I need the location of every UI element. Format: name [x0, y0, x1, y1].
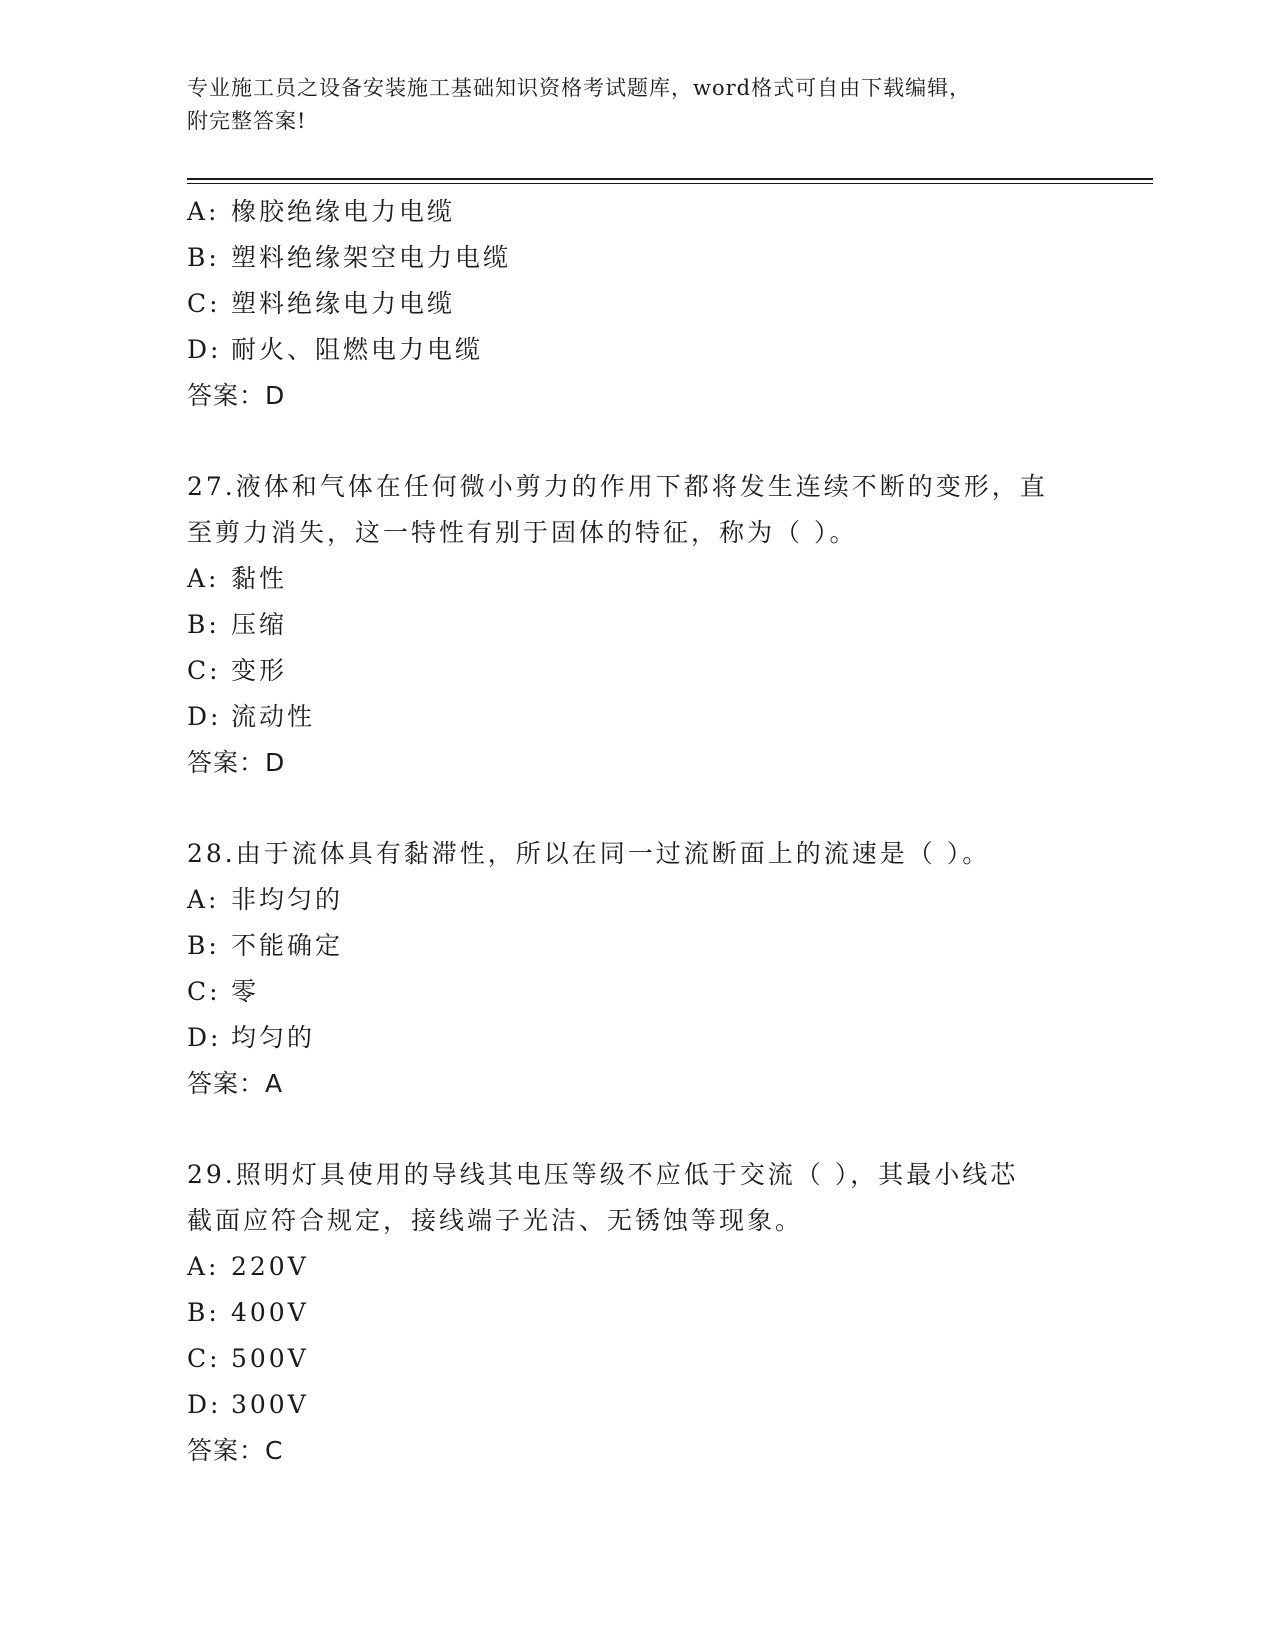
- option-a: [187, 189, 1087, 235]
- header-line-2: 附完整答案!: [187, 109, 307, 133]
- option-label: D:: [187, 1390, 222, 1419]
- option-a: [187, 877, 1087, 923]
- option-label: C:: [187, 977, 221, 1006]
- option-label: C:: [187, 289, 221, 318]
- option-label: A:: [187, 564, 220, 593]
- option-a: [187, 556, 1087, 602]
- option-label: B:: [187, 931, 220, 960]
- option-text: 非均匀的: [231, 885, 344, 914]
- option-text: 500V: [231, 1344, 309, 1373]
- option-a: [187, 1244, 1087, 1290]
- option-label: C:: [187, 656, 221, 685]
- question-stem-line-2: 截面应符合规定，接线端子光洁、无锈蚀等现象。: [187, 1206, 804, 1235]
- answer: 答案：D: [187, 381, 286, 410]
- question-stem: [187, 1152, 1067, 1244]
- option-label: D:: [187, 702, 222, 731]
- option-text: 塑料绝缘电力电缆: [231, 289, 456, 318]
- option-label: A:: [187, 1252, 220, 1281]
- question-list: [187, 189, 1087, 1474]
- option-c: [187, 1336, 1087, 1382]
- option-text: 塑料绝缘架空电力电缆: [231, 243, 512, 272]
- option-text: 不能确定: [231, 931, 344, 960]
- option-d: [187, 327, 1087, 373]
- option-b: [187, 923, 1087, 969]
- option-label: D:: [187, 1023, 222, 1052]
- option-text: 零: [231, 977, 260, 1006]
- option-text: 300V: [231, 1390, 309, 1419]
- option-c: [187, 281, 1087, 327]
- option-label: A:: [187, 885, 220, 914]
- question-stem-line-1: 28.由于流体具有黏滞性，所以在同一过流断面上的流速是（ ）。: [187, 839, 991, 868]
- header-line-1: 专业施工员之设备安装施工基础知识资格考试题库，word格式可自由下载编辑，: [187, 76, 972, 100]
- option-text: 均匀的: [231, 1023, 316, 1052]
- question-28: [187, 831, 1087, 1107]
- option-text: 压缩: [231, 610, 288, 639]
- option-d: [187, 694, 1087, 740]
- option-b: [187, 1290, 1087, 1336]
- answer: 答案：D: [187, 748, 286, 777]
- option-label: B:: [187, 1298, 220, 1327]
- option-c: [187, 648, 1087, 694]
- option-label: A:: [187, 197, 220, 226]
- question-27: [187, 464, 1087, 786]
- document-header: [187, 72, 1087, 138]
- option-text: 220V: [231, 1252, 309, 1281]
- option-label: B:: [187, 610, 220, 639]
- question-stem-line-2: 至剪力消失，这一特性有别于固体的特征，称为（ ）。: [187, 518, 858, 547]
- question-stem-line-1: 27.液体和气体在任何微小剪力的作用下都将发生连续不断的变形，直: [187, 472, 1048, 501]
- option-b: [187, 602, 1087, 648]
- option-text: 流动性: [231, 702, 316, 731]
- header-divider-thick: [187, 178, 1153, 180]
- option-text: 黏性: [231, 564, 288, 593]
- question-26: [187, 189, 1087, 419]
- answer: 答案：A: [187, 1069, 284, 1098]
- option-text: 橡胶绝缘电力电缆: [231, 197, 456, 226]
- option-text: 变形: [231, 656, 288, 685]
- option-label: D:: [187, 335, 222, 364]
- option-text: 400V: [231, 1298, 309, 1327]
- question-29: [187, 1152, 1087, 1474]
- question-stem: [187, 831, 1067, 877]
- option-label: C:: [187, 1344, 221, 1373]
- option-label: B:: [187, 243, 220, 272]
- question-stem: [187, 464, 1067, 556]
- answer: 答案：C: [187, 1436, 284, 1465]
- header-divider-thin: [187, 183, 1153, 184]
- option-d: [187, 1015, 1087, 1061]
- option-c: [187, 969, 1087, 1015]
- option-b: [187, 235, 1087, 281]
- option-text: 耐火、阻燃电力电缆: [231, 335, 484, 364]
- question-stem-line-1: 29.照明灯具使用的导线其电压等级不应低于交流（ ），其最小线芯: [187, 1160, 1019, 1189]
- option-d: [187, 1382, 1087, 1428]
